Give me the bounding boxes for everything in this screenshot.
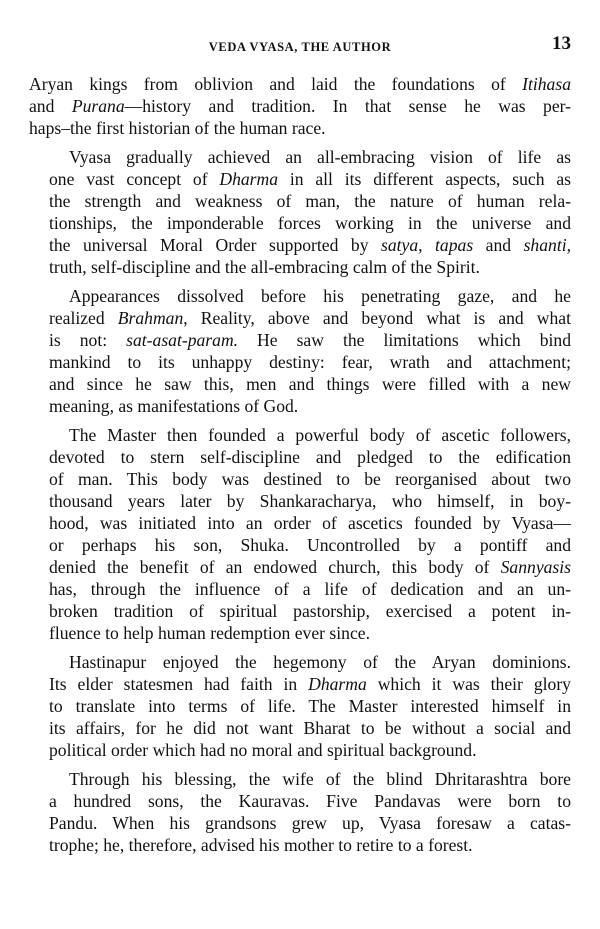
text-run: a hundred sons, the Kauravas. Five Pandavas were born to bbox=[49, 791, 571, 811]
running-title: VEDA VYASA, THE AUTHOR bbox=[208, 40, 392, 54]
text-line bbox=[29, 212, 571, 234]
text-run: in all its different aspects, such as bbox=[278, 169, 571, 189]
text-line bbox=[29, 556, 571, 578]
text-run: haps–the first historian of the human race. bbox=[29, 118, 326, 138]
text-line bbox=[29, 717, 571, 739]
text-run: truth, self-discipline and the all-embracing calm of the Spirit. bbox=[49, 257, 480, 277]
text-line bbox=[29, 768, 571, 790]
text-line bbox=[29, 695, 571, 717]
text-run: denied the benefit of an endowed church, this body of bbox=[49, 557, 501, 577]
text-run: Hastinapur enjoyed the hegemony of the Aryan dominions. bbox=[69, 652, 571, 672]
italic-term: Itihasa bbox=[522, 74, 571, 94]
text-line bbox=[29, 234, 571, 256]
text-line bbox=[29, 117, 571, 139]
text-run: thousand years later by Shankaracharya, who himself, in boy- bbox=[49, 491, 571, 511]
text-run: the universal Moral Order supported by bbox=[49, 235, 381, 255]
text-line bbox=[29, 578, 571, 600]
text-line bbox=[29, 739, 571, 761]
text-run: Aryan kings from oblivion and laid the foundations of bbox=[29, 74, 523, 94]
text-line bbox=[29, 307, 571, 329]
text-line bbox=[29, 673, 571, 695]
text-line bbox=[29, 285, 571, 307]
text-line bbox=[29, 73, 571, 95]
text-line bbox=[29, 534, 571, 556]
text-line bbox=[29, 446, 571, 468]
text-line bbox=[29, 651, 571, 673]
text-line bbox=[29, 812, 571, 834]
text-run: —history and tradition. In that sense he was per- bbox=[124, 96, 571, 116]
text-line bbox=[29, 395, 571, 417]
text-line bbox=[29, 834, 571, 856]
text-run: the strength and weakness of man, the nature of human rela- bbox=[49, 191, 571, 211]
text-run: has, through the influence of a life of dedication and an un- bbox=[49, 579, 571, 599]
italic-term: Dharma bbox=[308, 674, 367, 694]
italic-term: Dharma bbox=[219, 169, 279, 189]
page-number: 13 bbox=[552, 33, 571, 54]
text-run: its affairs, for he did not want Bharat to be without a social and bbox=[49, 718, 571, 738]
text-run: fluence to help human redemption ever since. bbox=[49, 623, 370, 643]
text-line bbox=[29, 424, 571, 446]
running-head bbox=[0, 30, 600, 58]
text-run: mankind to its unhappy destiny: fear, wrath and attachment; bbox=[49, 352, 571, 372]
paragraph bbox=[29, 651, 571, 761]
text-run: hood, was initiated into an order of ascetics founded by Vyasa— bbox=[49, 513, 571, 533]
italic-term: Sannyasis bbox=[500, 557, 571, 577]
italic-term: sat-asat-param. bbox=[126, 330, 239, 350]
paragraph bbox=[29, 73, 571, 139]
italic-term: Purana bbox=[71, 96, 125, 116]
text-run: Vyasa gradually achieved an all-embracing vision of life as bbox=[69, 147, 571, 167]
text-line bbox=[29, 351, 571, 373]
text-run: broken tradition of spiritual pastorship, exercised a potent in- bbox=[49, 601, 571, 621]
text-line bbox=[29, 373, 571, 395]
italic-term: Brahman bbox=[117, 308, 184, 328]
text-run: Its elder statesmen had faith in bbox=[49, 674, 309, 694]
text-run: realized bbox=[49, 308, 118, 328]
italic-term: shanti, bbox=[523, 235, 571, 255]
text-line bbox=[29, 622, 571, 644]
body-text bbox=[29, 73, 571, 856]
text-run: which it was their glory bbox=[366, 674, 571, 694]
text-run: or perhaps his son, Shuka. Uncontrolled by a pontiff and bbox=[49, 535, 571, 555]
text-line bbox=[29, 256, 571, 278]
text-run: Pandu. When his grandsons grew up, Vyasa foresaw a catas- bbox=[49, 813, 571, 833]
text-run: is not: bbox=[49, 330, 127, 350]
paragraph bbox=[29, 768, 571, 856]
text-run: and bbox=[473, 235, 524, 255]
text-run: tionships, the imponderable forces working in the universe and bbox=[49, 213, 571, 233]
text-line bbox=[29, 146, 571, 168]
text-run: The Master then founded a powerful body of ascetic followers, bbox=[69, 425, 571, 445]
text-run: Appearances dissolved before his penetrating gaze, and he bbox=[69, 286, 571, 306]
text-line bbox=[29, 512, 571, 534]
paragraph bbox=[29, 424, 571, 644]
text-run: to translate into terms of life. The Master interested himself in bbox=[49, 696, 571, 716]
text-run: He saw the limitations which bind bbox=[238, 330, 571, 350]
text-line bbox=[29, 329, 571, 351]
text-line bbox=[29, 190, 571, 212]
text-line bbox=[29, 468, 571, 490]
text-run: Through his blessing, the wife of the blind Dhritarashtra bore bbox=[69, 769, 571, 789]
italic-term: satya, tapas bbox=[381, 235, 474, 255]
paragraph bbox=[29, 285, 571, 417]
text-run: and since he saw this, men and things were filled with a new bbox=[49, 374, 571, 394]
text-run: of man. This body was destined to be reorganised about two bbox=[49, 469, 571, 489]
text-run: one vast concept of bbox=[49, 169, 220, 189]
text-run: , Reality, above and beyond what is and what bbox=[183, 308, 571, 328]
text-line bbox=[29, 790, 571, 812]
text-line bbox=[29, 490, 571, 512]
text-run: political order which had no moral and spiritual background. bbox=[49, 740, 477, 760]
text-line bbox=[29, 168, 571, 190]
paragraph bbox=[29, 146, 571, 278]
text-line bbox=[29, 600, 571, 622]
text-run: trophe; he, therefore, advised his mother to retire to a forest. bbox=[49, 835, 473, 855]
text-run: meaning, as manifestations of God. bbox=[49, 396, 299, 416]
text-line bbox=[29, 95, 571, 117]
text-run: and bbox=[29, 96, 72, 116]
text-run: devoted to stern self-discipline and pledged to the edification bbox=[49, 447, 571, 467]
